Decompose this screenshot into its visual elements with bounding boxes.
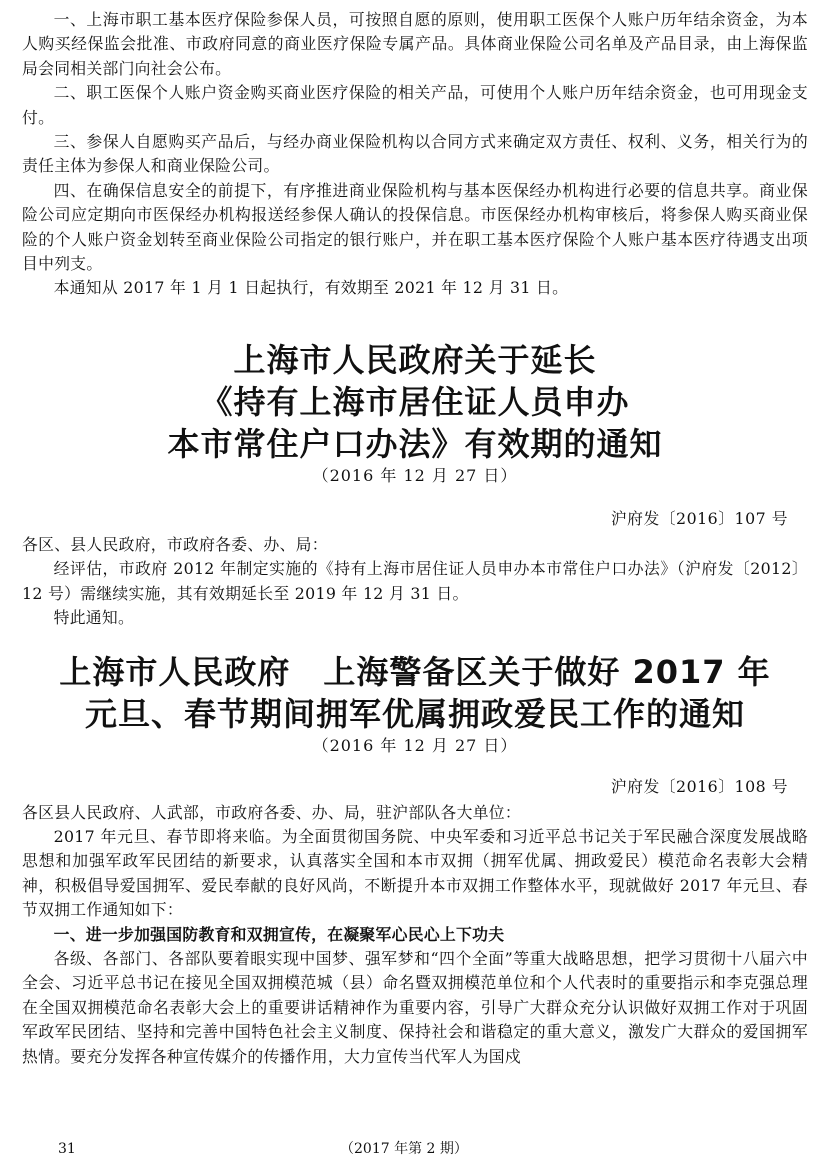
paragraph: 二、职工医保个人账户资金购买商业医疗保险的相关产品，可使用个人账户历年结余资金，也可用现金支付。 — [22, 83, 808, 127]
doc-number: 沪府发〔2016〕107 号 — [610, 508, 788, 528]
notice-title-line: 上海市人民政府关于延长 — [233, 340, 597, 379]
notice-title-line: 《持有上海市居住证人员申办 — [200, 382, 630, 421]
paragraph: 三、参保人自愿购买产品后，与经办商业保险机构以合同方式来确定双方责任、权利、义务，相关行为的责任主体为参保人和商业保险公司。 — [22, 132, 808, 176]
notice-title-line: 本市常住户口办法》有效期的通知 — [167, 424, 663, 463]
paragraph: 四、在确保信息安全的前提下，有序推进商业保险机构与基本医保经办机构进行必要的信息共享。商业保险公司应定期向市医保经办机构报送经参保人确认的投保信息。市医保经办机构审核后，将参保人购买商业保险的个人账户资金划转至商业保险公司指定的银行账户，并在职工基本医疗保险个人账户基本医疗待遇支出项目中列支。 — [22, 180, 808, 274]
addressee: 各区、县人民政府，市政府各委、办、局： — [22, 534, 328, 554]
doc-number: 沪府发〔2016〕108 号 — [610, 776, 788, 796]
notice-date: （2016 年 12 月 27 日） — [312, 735, 518, 755]
addressee: 各区县人民政府、人武部，市政府各委、办、局，驻沪部队各大单位： — [22, 802, 522, 822]
notice-title-line: 元旦、春节期间拥军优属拥政爱民工作的通知 — [84, 694, 745, 733]
issue-label: （2017 年第 2 期） — [340, 1141, 468, 1157]
paragraph: 特此通知。 — [53, 608, 135, 628]
page-number: 31 — [58, 1141, 76, 1157]
paragraph: 一、上海市职工基本医疗保险参保人员，可按照自愿的原则，使用职工医保个人账户历年结余资金，为本人购买经保监会批准、市政府同意的商业医疗保险专属产品。具体商业保险公司名单及产品目录，由上海保监局会同相关部门向社会公布。 — [22, 10, 808, 78]
document-page — [22, 0, 808, 1170]
section-top — [22, 8, 808, 301]
notice-date: （2016 年 12 月 27 日） — [312, 465, 518, 485]
section-heading: 一、进一步加强国防教育和双拥宣传，在凝聚军心民心上下功夫 — [53, 924, 505, 944]
notice-title-line: 上海市人民政府 上海警备区关于做好 2017 年 — [59, 652, 771, 691]
paragraph: 2017 年元旦、春节即将来临。为全面贯彻国务院、中央军委和习近平总书记关于军民融合深度发展战略思想和加强军政军民团结的新要求，认真落实全国和本市双拥（拥军优属、拥政爱民）模范命名表彰大会精神，积极倡导爱国拥军、爱民奉献的良好风尚，不断提升本市双拥工作整体水平，现就做好 2017 年元旦、春节双拥工作通知如下： — [22, 826, 808, 920]
paragraph: 本通知从 2017 年 1 月 1 日起执行，有效期至 2021 年 12 月 31 日。 — [53, 278, 569, 298]
notice-1 — [22, 339, 808, 631]
paragraph: 各级、各部门、各部队要着眼实现中国梦、强军梦和“四个全面”等重大战略思想，把学习贯彻十八届六中全会、习近平总书记在接见全国双拥模范城（县）命名暨双拥模范单位和个人代表时的重要指示和李克强总理在全国双拥模范命名表彰大会上的重要讲话精神作为重要内容，引导广大群众充分认识做好双拥工作对于巩固军政军民团结、坚持和完善中国特色社会主义制度、保持社会和谐稳定的重大意义，激发广大群众的爱国拥军热情。要充分发挥各种宣传媒介的传播作用，大力宣传当代军人为国戍 — [22, 948, 808, 1066]
paragraph: 经评估，市政府 2012 年制定实施的《持有上海市居住证人员申办本市常住户口办法》（沪府发〔2012〕12 号）需继续实施，其有效期延长至 2019 年 12 月 31 日。 — [22, 559, 808, 603]
notice-2 — [22, 651, 808, 1069]
